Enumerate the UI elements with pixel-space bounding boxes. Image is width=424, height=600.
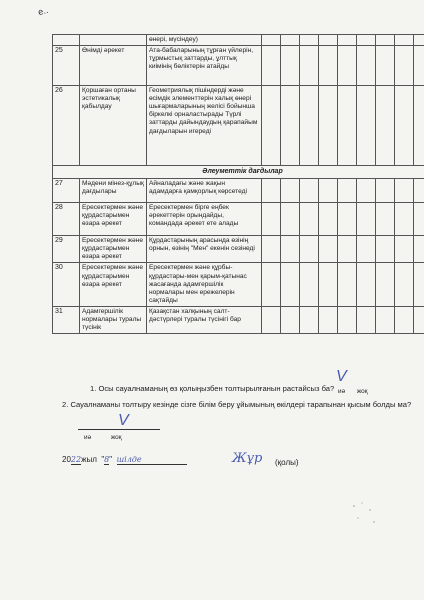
grade-cell [357, 179, 376, 203]
grade-cell [357, 86, 376, 166]
skill-cell: Қоршаған ортаны эстетикалық қабылдау [80, 86, 147, 166]
row-number [53, 35, 80, 46]
grade-cell [395, 236, 414, 263]
grade-cell [414, 35, 424, 46]
grade-cell [300, 179, 319, 203]
section-title: Әлеуметтік дағдылар [53, 166, 424, 179]
grade-cell [319, 263, 338, 306]
grade-cell [414, 236, 424, 263]
grade-cell [319, 35, 338, 46]
description-cell: Ата-бабаларының тұрған үйлерін, тұрмыстық заттарды, ұлттық киімінің бөліктерін атайды [147, 46, 262, 86]
date-prefix: 20 [62, 455, 71, 464]
grade-cell [338, 179, 357, 203]
section-row [53, 166, 424, 179]
grade-cell [338, 306, 357, 333]
table-row [53, 306, 424, 333]
grade-cell [300, 86, 319, 166]
date-month: шілде [117, 455, 187, 465]
grade-cell [395, 35, 414, 46]
table-row [53, 86, 424, 166]
description-cell: өнері, мүсіндеу) [147, 35, 262, 46]
grade-cell [395, 263, 414, 306]
skill-cell: Ересектермен және құрдастарымен өзара әрекет [80, 263, 147, 306]
grade-cell [395, 306, 414, 333]
grade-cell [395, 46, 414, 86]
check-mark-q1: V [336, 368, 347, 385]
answer-options-q1 [338, 388, 378, 395]
grade-cell [319, 306, 338, 333]
grade-cell [281, 86, 300, 166]
grade-cell [414, 306, 424, 333]
yes-label: иә [84, 434, 92, 441]
check-mark-q2: V [118, 412, 129, 429]
grade-cell [338, 35, 357, 46]
grade-cell [338, 46, 357, 86]
grade-cell [281, 263, 300, 306]
table-row [53, 179, 424, 203]
description-cell: Қазақстан халқының салт-дәстүрлері туралы түсінігі бар [147, 306, 262, 333]
grade-cell [281, 306, 300, 333]
grade-cell [357, 236, 376, 263]
grade-cell [300, 263, 319, 306]
no-label: жоқ [356, 388, 368, 395]
description-cell: Геометриялық пішіндерді және өсімдік элементтерін халық өнері шығармаларының желісі бойынша біркелкі орналастырады Түрлі заттарды дайындаудың қарапайым дағдыларын игереді [147, 86, 262, 166]
date-year: 22 [70, 455, 82, 464]
answer-line-q2 [78, 429, 160, 430]
description-cell: Ересектермен бірге еңбек әрекеттерін орындайды, командада әрекет ете алады [147, 203, 262, 236]
grade-cell [262, 306, 281, 333]
row-number: 25 [53, 46, 80, 86]
grade-cell [281, 236, 300, 263]
skill-cell: Мәдени мінез-құлық дағдылары [80, 179, 147, 203]
skills-table [52, 34, 424, 334]
row-number: 29 [53, 236, 80, 263]
grade-cell [300, 306, 319, 333]
description-cell: Құрдастарының арасында өзінің орнын, өзінің "Мен" екенін сезінеді [147, 236, 262, 263]
row-number: 30 [53, 263, 80, 306]
grade-cell [376, 86, 395, 166]
question-1: 1. Осы сауалнаманың өз қолыңызбен толтырылғанын растайсыз ба? [90, 384, 335, 393]
row-number: 27 [53, 179, 80, 203]
corner-handwritten-mark: e.. [36, 4, 50, 18]
table-row [53, 35, 424, 46]
grade-cell [357, 263, 376, 306]
date-year-suffix: жыл [81, 455, 97, 464]
signature-label: (қолы) [275, 458, 299, 467]
grade-cell [300, 46, 319, 86]
grade-cell [414, 203, 424, 236]
grade-cell [376, 236, 395, 263]
grade-cell [300, 203, 319, 236]
no-label: жоқ [110, 434, 122, 441]
stray-marks [350, 500, 380, 526]
grade-cell [338, 203, 357, 236]
grade-cell [357, 35, 376, 46]
grade-cell [395, 203, 414, 236]
grade-cell [262, 236, 281, 263]
grade-cell [357, 203, 376, 236]
yes-label: иә [338, 388, 346, 395]
table-row [53, 263, 424, 306]
table-row [53, 203, 424, 236]
grade-cell [376, 35, 395, 46]
row-number: 31 [53, 306, 80, 333]
grade-cell [338, 263, 357, 306]
grade-cell [376, 46, 395, 86]
grade-cell [376, 179, 395, 203]
table-row [53, 46, 424, 86]
grade-cell [319, 203, 338, 236]
grade-cell [262, 86, 281, 166]
signature: Жұр [232, 451, 263, 466]
grade-cell [319, 46, 338, 86]
grade-cell [376, 203, 395, 236]
grade-cell [395, 86, 414, 166]
grade-cell [262, 35, 281, 46]
row-number: 26 [53, 86, 80, 166]
question-2: 2. Сауалнаманы толтыру кезінде сізге білім беру ұйымының өкілдері тарапынан қысым болды ма? [62, 400, 412, 409]
grade-cell [262, 263, 281, 306]
grade-cell [319, 86, 338, 166]
grade-cell [357, 306, 376, 333]
answer-options-q2 [84, 434, 140, 441]
grade-cell [376, 263, 395, 306]
grade-cell [262, 46, 281, 86]
grade-cell [319, 236, 338, 263]
date-line: 2022жыл "8" шілде [62, 455, 187, 465]
grade-cell [281, 203, 300, 236]
skill-cell [80, 35, 147, 46]
grade-cell [414, 46, 424, 86]
grade-cell [376, 306, 395, 333]
grade-cell [281, 35, 300, 46]
grade-cell [414, 179, 424, 203]
skill-cell: Ересектермен және құрдастарымен өзара әрекет [80, 203, 147, 236]
grade-cell [262, 179, 281, 203]
grade-cell [281, 179, 300, 203]
skill-cell: Адамгершілік нормалары туралы түсінік [80, 306, 147, 333]
grade-cell [300, 35, 319, 46]
row-number: 28 [53, 203, 80, 236]
table-row [53, 236, 424, 263]
skill-cell: Өнімді әрекет [80, 46, 147, 86]
grade-cell [338, 236, 357, 263]
date-day: 8 [104, 455, 110, 464]
description-cell: Айналадағы және жақын адамдарға қамқорлық көрсетеді [147, 179, 262, 203]
grade-cell [262, 203, 281, 236]
grade-cell [414, 86, 424, 166]
grade-cell [357, 46, 376, 86]
grade-cell [338, 86, 357, 166]
grade-cell [300, 236, 319, 263]
grade-cell [414, 263, 424, 306]
description-cell: Ересектермен және құрбы-құрдастары-мен қарым-қатынас жасағанда адамгершілік нормалары мен ережелерін сақтайды [147, 263, 262, 306]
grade-cell [319, 179, 338, 203]
grade-cell [395, 179, 414, 203]
grade-cell [281, 46, 300, 86]
skill-cell: Ересектермен және құрдастарымен өзара әрекет [80, 236, 147, 263]
